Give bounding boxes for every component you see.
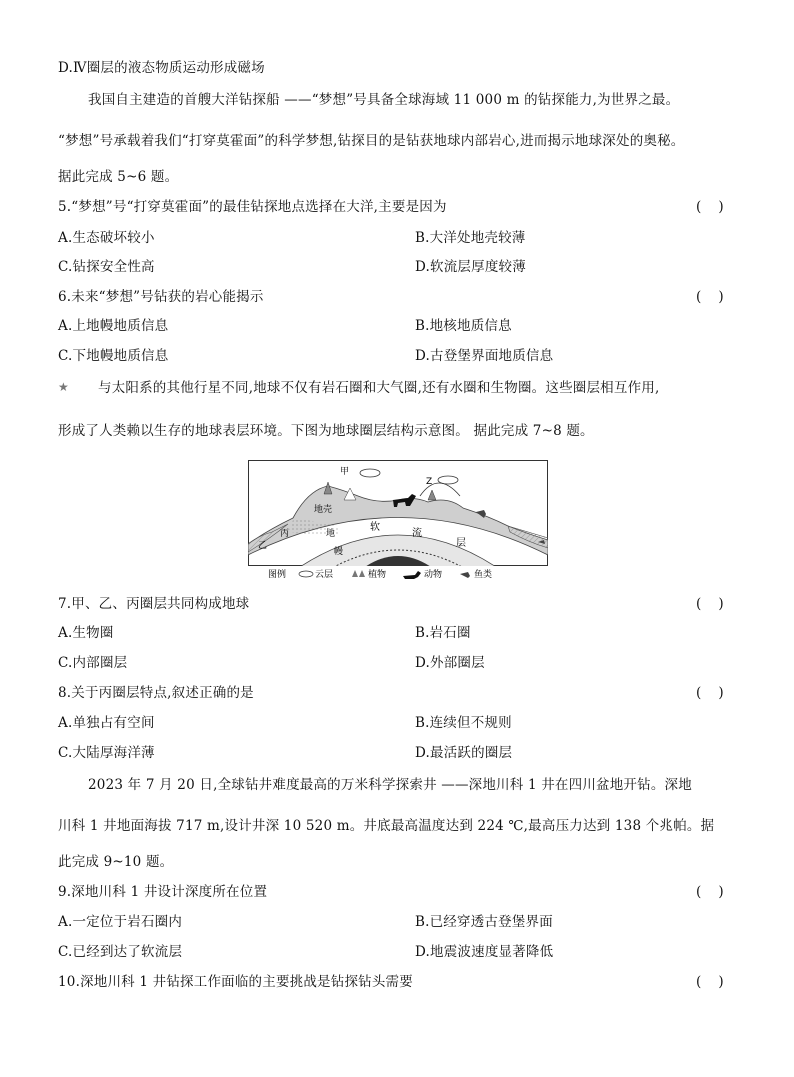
answer-blank-6[interactable]: ( )	[696, 289, 724, 305]
q5-option-c: C.钻探安全性高	[58, 259, 155, 275]
legend-fish: 鱼类	[474, 570, 493, 580]
legend-title: 图例	[268, 570, 287, 580]
legend-animal: 动物	[424, 570, 443, 580]
passage-1-line-2: “梦想”号承载着我们“打穿莫霍面”的科学梦想,钻探目的是钻获地球内部岩心,进而揭示地球深处的奥秘。	[58, 133, 685, 149]
answer-blank-7[interactable]: ( )	[696, 596, 724, 612]
q7-option-c: C.内部圈层	[58, 655, 128, 671]
q8-option-c: C.大陆厚海洋薄	[58, 745, 155, 761]
cloud-icon	[360, 469, 380, 477]
answer-blank-8[interactable]: ( )	[696, 685, 724, 701]
q6-option-d: D.古登堡界面地质信息	[415, 348, 554, 364]
label-z: Z	[426, 477, 433, 487]
q7-option-b: B.岩石圈	[415, 625, 471, 641]
passage-2-line-1: 与太阳系的其他行星不同,地球不仅有岩石圈和大气圈,还有水圈和生物圈。这些圈层相互作用,	[98, 380, 660, 396]
answer-blank-10[interactable]: ( )	[696, 974, 724, 990]
label-ceng: 层	[456, 538, 466, 549]
legend-animal-icon	[403, 571, 421, 579]
question-8: 8.关于丙圈层特点,叙述正确的是	[58, 685, 254, 701]
q9-option-d: D.地震波速度显著降低	[415, 944, 554, 960]
label-yi: 乙	[258, 541, 268, 551]
question-5: 5.“梦想”号“打穿莫霍面”的最佳钻探地点选择在大洋,主要是因为	[58, 199, 447, 215]
passage-1-line-1: 我国自主建造的首艘大洋钻探船 ——“梦想”号具备全球海域 11 000 m 的钻探能力,为世界之最。	[88, 92, 680, 108]
q7-option-d: D.外部圈层	[415, 655, 485, 671]
passage-3-line-1: 2023 年 7 月 20 日,全球钻井难度最高的万米科学探索井 ——深地川科 1 井在四川盆地开钻。深地	[88, 777, 692, 793]
q6-option-c: C.下地幔地质信息	[58, 348, 169, 364]
passage-2-line-2: 形成了人类赖以生存的地球表层环境。下图为地球圈层结构示意图。 据此完成 7~8 题。	[58, 423, 594, 439]
label-jia: 甲	[340, 467, 350, 477]
legend-plant-icon	[352, 570, 365, 577]
question-10: 10.深地川科 1 井钻探工作面临的主要挑战是钻探钻头需要	[58, 974, 413, 990]
legend-fish-icon	[460, 572, 470, 578]
question-7: 7.甲、乙、丙圈层共同构成地球	[58, 596, 250, 612]
answer-blank-9[interactable]: ( )	[696, 884, 724, 900]
passage-1-line-3: 据此完成 5~6 题。	[58, 169, 179, 185]
question-6: 6.未来“梦想”号钻获的岩心能揭示	[58, 289, 264, 305]
passage-3-line-3: 此完成 9~10 题。	[58, 854, 174, 870]
option-d-previous: D.Ⅳ圈层的液态物质运动形成磁场	[58, 60, 265, 76]
q8-option-d: D.最活跃的圈层	[415, 745, 513, 761]
star-icon: ★	[58, 380, 69, 394]
label-bing: 丙	[280, 529, 290, 539]
q6-option-b: B.地核地质信息	[415, 318, 512, 334]
question-9: 9.深地川科 1 井设计深度所在位置	[58, 884, 268, 900]
q5-option-b: B.大洋处地壳较薄	[415, 230, 526, 246]
label-di: 地	[326, 529, 336, 539]
legend-cloud: 云层	[315, 570, 334, 580]
label-ruan: 软	[370, 522, 380, 533]
label-man: 幔	[334, 547, 344, 557]
q9-option-c: C.已经到达了软流层	[58, 944, 183, 960]
answer-blank-5[interactable]: ( )	[696, 199, 724, 215]
legend-plant: 植物	[368, 570, 387, 580]
q8-option-b: B.连续但不规则	[415, 715, 512, 731]
q9-option-b: B.已经穿透古登堡界面	[415, 914, 553, 930]
q5-option-d: D.软流层厚度较薄	[415, 259, 526, 275]
label-crust: 地壳	[314, 505, 333, 515]
label-liu: 流	[412, 528, 422, 539]
q6-option-a: A.上地幔地质信息	[58, 318, 169, 334]
q8-option-a: A.单独占有空间	[58, 715, 155, 731]
passage-3-line-2: 川科 1 井地面海拔 717 m,设计井深 10 520 m。井底最高温度达到 224 ℃,最高压力达到 138 个兆帕。据	[58, 818, 715, 834]
q7-option-a: A.生物圈	[58, 625, 114, 641]
q9-option-a: A.一定位于岩石圈内	[58, 914, 183, 930]
legend-cloud-icon	[299, 571, 313, 577]
earth-spheres-diagram	[248, 460, 548, 582]
q5-option-a: A.生态破坏较小	[58, 230, 155, 246]
